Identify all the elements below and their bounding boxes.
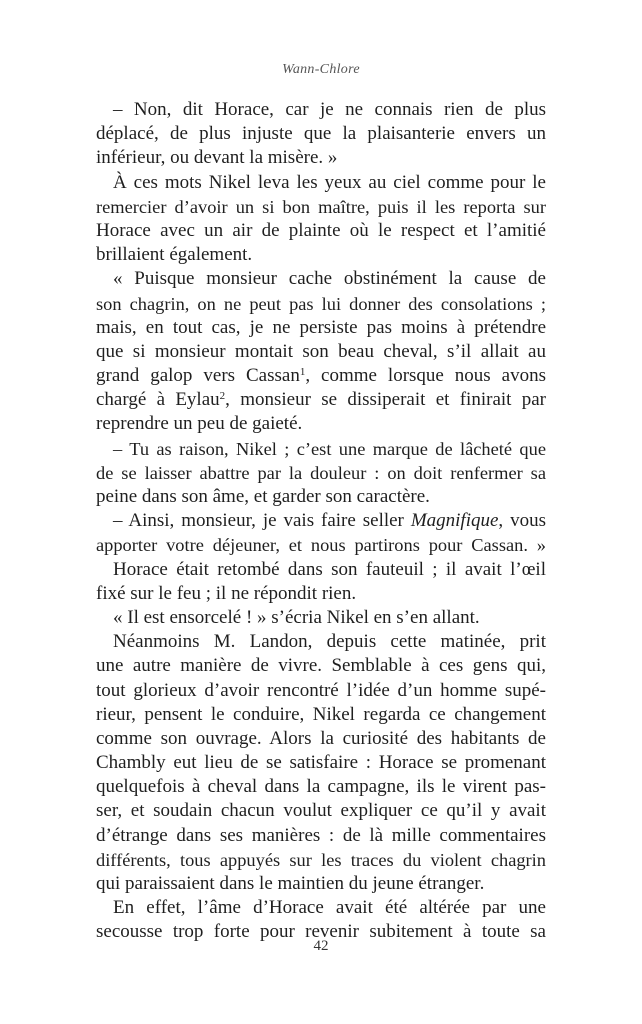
text-line: secousse trop forte pour revenir subitement à toute sa [96,921,546,943]
text-line [96,364,546,388]
text-line: – Tu as raison, Nikel ; c’est une marque de lâcheté que [113,438,546,459]
text-line: « Il est ensorcelé ! » s’écria Nikel en s’en allant. [113,606,480,628]
text-line: remercier d’avoir un si bon maître, puis il les reporta sur [96,196,546,217]
text-line: Horace était retombé dans son fauteuil ; il avait l’œil [113,558,546,580]
text-line: rieur, pensent le conduire, Nikel regarda ce changement [96,703,546,725]
running-title: Wann-Chlore [282,62,360,77]
text-line: quelquefois à cheval dans la campagne, ils le virent pas- [96,776,546,798]
text-line: – Non, dit Horace, car je ne connais rien de plus [113,99,546,120]
text-line: reprendre un peu de gaieté. [96,413,303,435]
text-line: comme son ouvrage. Alors la curiosité des habitants de [96,727,546,749]
note-call-1: 1 [299,366,306,379]
line-end: , monsieur se dissiperait et finirait par [225,389,546,411]
text-line: déplacé, de plus injuste que la plaisanterie envers un [96,123,546,145]
text-line: À ces mots Nikel leva les yeux au ciel comme pour le [113,171,546,193]
text-line: de se laisser abattre par la douleur : on doit renfermer sa [96,462,546,483]
text-line: qui paraissaient dans le maintien du jeune étranger. [96,873,485,894]
text-line: Chambly eut lieu de se satisfaire : Horace se promenant [96,752,546,774]
line-end: , comme lorsque nous avons [305,365,546,387]
text-line: d’étrange dans ses manières : de là mille commentaires [96,824,546,846]
text-line: différents, tous appuyés sur les traces du violent chagrin [96,849,546,870]
line-start: chargé à Eylau [96,389,220,411]
text-line: fixé sur le feu ; il ne répondit rien. [96,582,357,604]
text-line: ser, et soudain chacun voulut expliquer ce qu’il y avait [96,800,546,822]
text-line: tout glorieux d’avoir rencontré l’idée d’un homme supé- [96,679,546,701]
line-start: – Ainsi, monsieur, je vais faire seller [113,510,411,532]
text-line [96,388,546,412]
note-call-2: 2 [219,390,226,403]
text-line: son chagrin, on ne peut pas lui donner des consolations ; [96,293,546,314]
horse-name: Magnifique [410,510,499,532]
text-line [96,509,546,533]
line-end: , vous [498,510,546,532]
text-line: mais, en tout cas, je ne persiste pas moins à prétendre [96,316,546,338]
text-line: Horace avec un air de plainte où le respect et l’amitié [96,219,546,241]
line-start: grand galop vers Cassan [96,365,300,387]
body-text [96,98,546,945]
text-line: inférieur, ou devant la misère. » [96,147,338,169]
text-line: une autre manière de vivre. Semblable à ces gens qui, [96,655,546,677]
text-line: En effet, l’âme d’Horace avait été altérée par une [113,897,546,919]
text-line: que si monsieur montait son beau cheval, s’il allait au [96,340,546,362]
page-number: 42 [313,938,329,954]
text-line: « Puisque monsieur cache obstinément la cause de [113,268,546,290]
text-line: Néanmoins M. Landon, depuis cette matinée, prit [113,631,546,653]
text-line: peine dans son âme, et garder son caractère. [96,486,430,507]
text-line: apporter votre déjeuner, et nous partirons pour Cassan. » [96,535,546,556]
text-line: brillaient également. [96,244,253,266]
